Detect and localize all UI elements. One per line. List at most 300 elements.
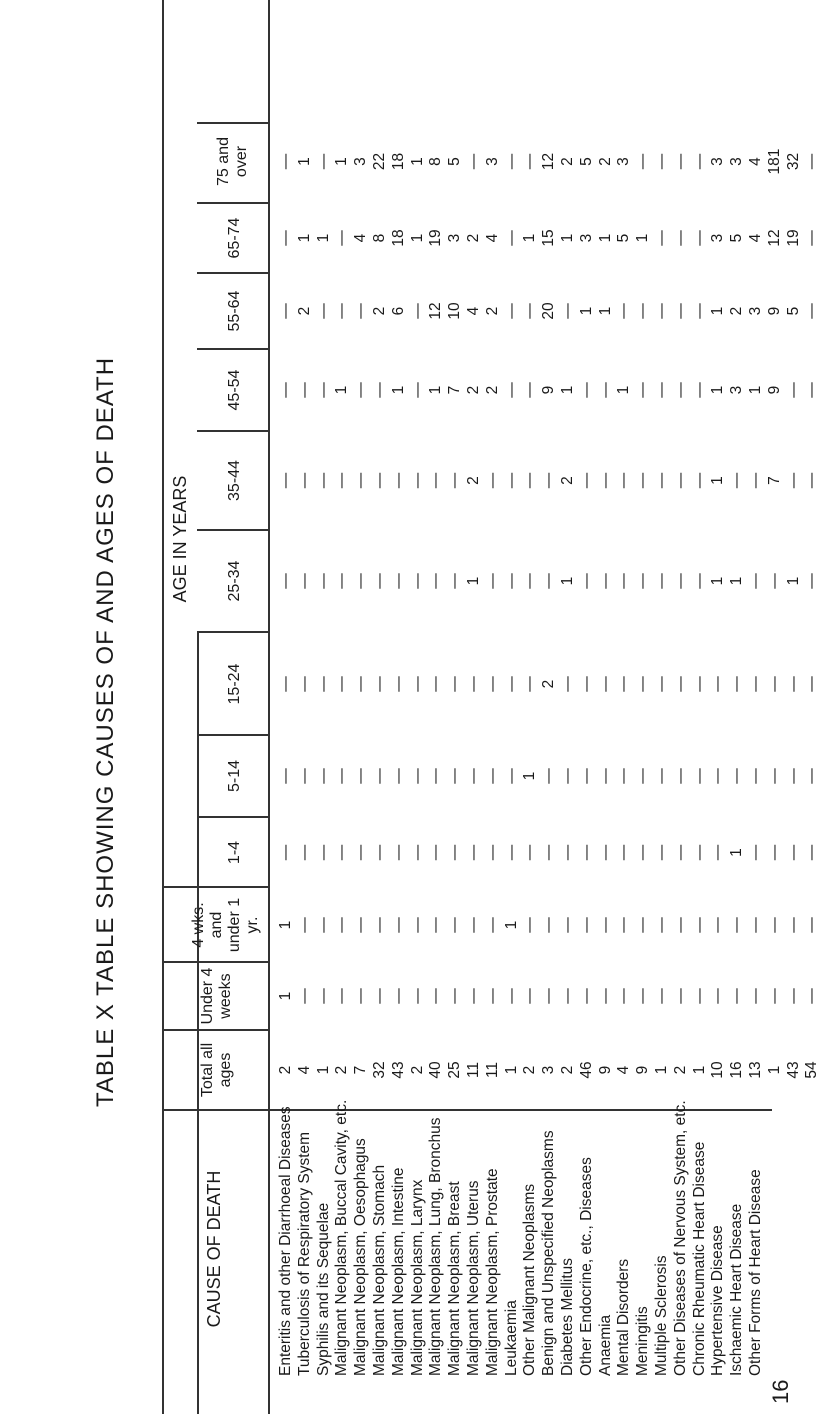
age-cell-25-34: 1	[465, 576, 482, 586]
age-cell-55-64: —	[559, 303, 576, 319]
total-cell: 2	[521, 1065, 539, 1075]
age-cell-65-74: 18	[389, 229, 407, 247]
age-cell-65-74: 3	[709, 233, 727, 243]
table-row	[596, 0, 616, 1414]
cause-label: Malignant Neoplasm, Intestine	[389, 1167, 407, 1376]
cause-label: Syphilis and its Sequelae	[314, 1202, 332, 1376]
age-cell-35-44: —	[333, 472, 351, 489]
age-cell-75-and-over: 3	[483, 157, 501, 166]
age-cell-45-54: —	[277, 382, 294, 398]
age-cell-55-64: —	[671, 303, 689, 319]
age-cell-5-14: —	[690, 768, 708, 784]
age-cell-35-44: —	[577, 472, 595, 489]
age-cell-35-44: —	[502, 472, 520, 489]
table-row	[426, 0, 446, 1414]
age-cell-15-24: —	[333, 676, 351, 692]
total-cell: 2	[333, 1065, 351, 1075]
cause-label: Other Forms of Heart Disease	[747, 1169, 764, 1376]
age-cell-25-34: 1	[728, 576, 746, 586]
total-cell: 40	[427, 1061, 445, 1079]
cause-label: Mental Disorders	[615, 1258, 633, 1376]
age-cell-55-64: 6	[389, 306, 407, 316]
age-cell-15-24: —	[765, 676, 783, 692]
col-rule-3	[162, 962, 269, 964]
age-cell-35-44: —	[314, 472, 332, 489]
under-4-weeks-cell: —	[577, 988, 595, 1004]
age-cell-45-54: 1	[427, 385, 445, 395]
under-4-weeks-cell: —	[521, 988, 539, 1004]
age-cell-65-74: —	[653, 230, 670, 246]
age-cell-35-44: 1	[709, 476, 727, 485]
age-cell-15-24: —	[577, 676, 595, 692]
cause-cell	[295, 1112, 315, 1376]
cause-cell	[464, 1112, 484, 1376]
age-cell-45-54: —	[671, 382, 689, 398]
age-cell-15-24: —	[784, 676, 802, 692]
under-4-weeks-cell: —	[295, 988, 313, 1004]
age-cell-1-4: —	[314, 844, 332, 861]
age-cell-65-74: 4	[747, 233, 764, 243]
age-cell-35-44: 2	[465, 476, 482, 485]
age-cell-65-74: 4	[352, 233, 370, 243]
age-cell-65-74: 1	[314, 233, 332, 243]
cause-cell	[502, 1112, 522, 1376]
header-age-in-years: AGE IN YEARS	[170, 475, 190, 603]
age-cell-65-74: 1	[596, 233, 614, 243]
age-cell-5-14: —	[559, 768, 576, 784]
age-cell-5-14: —	[615, 768, 633, 784]
age-cell-45-54: —	[502, 382, 520, 398]
age-cell-15-24: —	[521, 676, 539, 692]
total-cell: 1	[690, 1065, 708, 1075]
age-cell-75-and-over: 3	[728, 157, 746, 166]
age-cell-45-54: 2	[465, 385, 482, 395]
4-weeks-under-1-year-cell: —	[728, 917, 746, 933]
under-4-weeks-cell: —	[446, 988, 464, 1004]
table-row	[314, 0, 334, 1414]
age-cell-15-24: —	[690, 676, 708, 692]
cause-cell	[558, 1112, 578, 1376]
4-weeks-under-1-year-cell: —	[784, 917, 802, 933]
age-cell-35-44: —	[446, 472, 464, 489]
age-cell-55-64: —	[352, 303, 370, 319]
cause-cell	[614, 1112, 634, 1376]
age-cell-25-34: —	[540, 573, 558, 589]
age-cell-35-44: —	[295, 472, 313, 489]
table-row	[276, 0, 296, 1414]
age-cell-65-74: —	[502, 230, 520, 246]
age-cell-35-44: 7	[765, 476, 783, 485]
age-cell-75-and-over: 2	[559, 157, 576, 166]
age-cell-55-64: —	[333, 303, 351, 319]
age-cell-1-4: —	[596, 844, 614, 861]
age-cell-75-and-over: 3	[615, 157, 633, 166]
age-cell-75-and-over: 5	[446, 157, 464, 166]
age-cell-5-14: —	[333, 768, 351, 784]
age-cell-45-54: 3	[728, 385, 746, 395]
age-cell-1-4: —	[502, 844, 520, 861]
age-cell-25-34: —	[333, 573, 351, 589]
total-cell: 32	[371, 1061, 388, 1079]
age-cell-45-54: 9	[765, 385, 783, 395]
age-cell-5-14: 1	[521, 771, 539, 781]
age-cell-5-14: —	[408, 768, 426, 784]
total-cell: 54	[803, 1061, 821, 1079]
age-cell-45-54: —	[408, 382, 426, 398]
age-cell-5-14: —	[747, 768, 764, 784]
cause-label: Malignant Neoplasm, Buccal Cavity, etc.	[333, 1099, 351, 1376]
cause-cell	[802, 1112, 822, 1376]
cause-label: Benign and Unspecified Neoplasms	[540, 1130, 558, 1376]
age-cell-1-4: —	[615, 844, 633, 861]
cause-cell	[370, 1112, 390, 1376]
table-row	[727, 0, 747, 1414]
age-cell-1-4: —	[747, 844, 764, 861]
age-cell-1-4: —	[690, 844, 708, 861]
total-cell: 11	[483, 1061, 501, 1079]
age-cell-75-and-over: 5	[577, 157, 595, 166]
age-cell-45-54: 1	[747, 385, 764, 395]
age-cell-45-54: 1	[333, 385, 351, 395]
age-cell-35-44: —	[277, 472, 294, 489]
4-weeks-under-1-year-cell: —	[408, 917, 426, 933]
age-cell-5-14: —	[352, 768, 370, 784]
total-cell: 25	[446, 1061, 464, 1079]
total-cell: 10	[709, 1061, 727, 1079]
age-cell-1-4: —	[389, 844, 407, 861]
age-cell-1-4: —	[540, 844, 558, 861]
age-cell-35-44: —	[352, 472, 370, 489]
age-cell-25-34: 1	[559, 576, 576, 586]
age-cell-45-54: —	[314, 382, 332, 398]
cause-cell	[633, 1112, 653, 1376]
age-cell-5-14: —	[653, 768, 670, 784]
age-cell-25-34: —	[446, 573, 464, 589]
total-cell: 43	[784, 1061, 802, 1079]
cause-cell	[426, 1112, 446, 1376]
header-total: Total all ages	[199, 1042, 234, 1098]
under-4-weeks-cell: —	[408, 988, 426, 1004]
cause-cell	[351, 1112, 371, 1376]
age-cell-75-and-over: 4	[747, 157, 764, 166]
age-cell-65-74: 8	[371, 233, 388, 243]
age-cell-35-44: —	[803, 472, 821, 489]
under-4-weeks-cell: —	[803, 988, 821, 1004]
age-cell-45-54: —	[371, 382, 388, 398]
cause-cell	[332, 1099, 352, 1376]
age-cell-45-54: —	[295, 382, 313, 398]
age-cell-55-64: 2	[728, 306, 746, 316]
4-weeks-under-1-year-cell: —	[559, 917, 576, 933]
cause-label: Other Endocrine, etc., Diseases	[577, 1157, 595, 1376]
4-weeks-under-1-year-cell: —	[747, 917, 764, 933]
age-cell-55-64: 4	[465, 306, 482, 316]
age-cell-65-74: 15	[540, 229, 558, 247]
age-cell-25-34: —	[314, 573, 332, 589]
age-cell-45-54: —	[352, 382, 370, 398]
age-cell-45-54: 1	[615, 385, 633, 395]
age-cell-25-34: —	[408, 573, 426, 589]
age-cell-45-54: 2	[483, 385, 501, 395]
age-cell-75-and-over: 181	[765, 148, 783, 175]
table-row	[802, 0, 822, 1414]
4-weeks-under-1-year-cell: —	[465, 917, 482, 933]
cause-cell	[690, 1112, 710, 1376]
age-cell-5-14: —	[295, 768, 313, 784]
age-cell-1-4: —	[577, 844, 595, 861]
age-cell-55-64: 20	[540, 302, 558, 320]
total-cell: 4	[615, 1065, 633, 1075]
age-cell-75-and-over: —	[277, 153, 294, 170]
4-weeks-under-1-year-cell: —	[690, 917, 708, 933]
age-cell-5-14: —	[803, 768, 821, 784]
total-cell: 9	[596, 1065, 614, 1075]
under-4-weeks-cell: —	[784, 988, 802, 1004]
4-weeks-under-1-year-cell: —	[521, 917, 539, 933]
age-cell-15-24: —	[483, 676, 501, 692]
table-row	[389, 0, 409, 1414]
under-4-weeks-cell: —	[671, 988, 689, 1004]
age-cell-25-34: —	[634, 573, 652, 589]
age-cell-75-and-over: —	[465, 153, 482, 170]
cause-cell	[727, 1112, 747, 1376]
age-cell-15-24: —	[295, 676, 313, 692]
age-cell-55-64: 1	[709, 306, 727, 316]
4-weeks-under-1-year-cell: —	[540, 917, 558, 933]
total-cell: 2	[671, 1065, 689, 1075]
age-cell-5-14: —	[502, 768, 520, 784]
under-4-weeks-cell: —	[690, 988, 708, 1004]
age-cell-5-14: —	[371, 768, 388, 784]
age-cell-25-34: —	[389, 573, 407, 589]
cause-label: Hypertensive Disease	[709, 1225, 727, 1376]
age-cell-75-and-over: 18	[389, 152, 407, 171]
age-cell-75-and-over: —	[653, 153, 670, 170]
header-age-col-5-14: 5-14	[226, 759, 243, 793]
cause-label: Other Diseases of Nervous System, etc.	[671, 1100, 689, 1376]
age-cell-65-74: 1	[521, 233, 539, 243]
age-cell-75-and-over: —	[671, 153, 689, 170]
4-weeks-under-1-year-cell: —	[653, 917, 670, 933]
age-cell-65-74: —	[803, 230, 821, 246]
cause-cell	[483, 1112, 503, 1376]
age-cell-5-14: —	[465, 768, 482, 784]
total-cell: 9	[634, 1065, 652, 1075]
table-row	[708, 0, 728, 1414]
under-4-weeks-cell: —	[596, 988, 614, 1004]
cause-cell	[708, 1112, 728, 1376]
age-cell-35-44: —	[371, 472, 388, 489]
cause-cell	[520, 1112, 540, 1376]
total-cell: 4	[295, 1065, 313, 1075]
table-row	[614, 0, 634, 1414]
age-cell-15-24: —	[352, 676, 370, 692]
age-cell-35-44: —	[596, 472, 614, 489]
total-cell: 13	[747, 1061, 764, 1079]
table-row	[746, 0, 766, 1414]
age-cell-15-24: —	[446, 676, 464, 692]
cause-label: Leukaemia	[502, 1300, 520, 1376]
age-cell-25-34: —	[803, 573, 821, 589]
age-cell-5-14: —	[483, 768, 501, 784]
cause-cell	[577, 1112, 597, 1376]
header-cause-of-death: CAUSE OF DEATH	[204, 1170, 224, 1328]
age-cell-45-54: 7	[446, 385, 464, 395]
age-cell-45-54: 1	[559, 385, 576, 395]
age-cell-75-and-over: 3	[709, 157, 727, 166]
under-4-weeks-cell: —	[709, 988, 727, 1004]
age-cell-15-24: —	[559, 676, 576, 692]
under-4-weeks-cell: —	[483, 988, 501, 1004]
age-cell-55-64: 2	[371, 306, 388, 316]
age-cell-65-74: —	[690, 230, 708, 246]
age-cell-15-24: —	[408, 676, 426, 692]
age-cell-1-4: —	[653, 844, 670, 861]
age-cell-45-54: —	[690, 382, 708, 398]
cause-cell	[276, 1106, 296, 1376]
cause-label: Meningitis	[634, 1306, 652, 1376]
cause-cell	[746, 1112, 766, 1376]
age-cell-25-34: —	[596, 573, 614, 589]
header-age-col-1-4: 1-4	[226, 840, 243, 865]
age-cell-75-and-over: —	[314, 153, 332, 170]
header-age-col-45-54: 45-54	[226, 369, 243, 411]
cause-label: Chronic Rheumatic Heart Disease	[690, 1141, 708, 1376]
age-cell-1-4: —	[277, 844, 294, 861]
age-cell-5-14: —	[784, 768, 802, 784]
age-cell-25-34: —	[765, 573, 783, 589]
age-cell-25-34: 1	[709, 576, 727, 586]
age-cell-25-34: —	[690, 573, 708, 589]
age-cell-15-24: —	[427, 676, 445, 692]
total-cell: 2	[559, 1065, 576, 1075]
cause-cell	[408, 1112, 428, 1376]
age-cell-45-54: —	[803, 382, 821, 398]
age-cell-55-64: —	[408, 303, 426, 319]
age-cell-45-54: —	[577, 382, 595, 398]
cause-cell	[445, 1112, 465, 1376]
age-cell-25-34: —	[747, 573, 764, 589]
age-cell-45-54: —	[784, 382, 802, 398]
cause-cell	[784, 1112, 804, 1376]
total-cell: 7	[352, 1065, 370, 1075]
age-cell-15-24: —	[465, 676, 482, 692]
age-cell-75-and-over: 1	[333, 157, 351, 166]
age-cell-65-74: 3	[446, 233, 464, 243]
total-cell: 3	[540, 1065, 558, 1075]
4-weeks-under-1-year-cell: —	[427, 917, 445, 933]
table-row	[539, 0, 559, 1414]
table-row	[502, 0, 522, 1414]
age-cell-1-4: —	[671, 844, 689, 861]
age-cell-15-24: —	[634, 676, 652, 692]
age-cell-25-34: —	[277, 573, 294, 589]
age-cell-75-and-over: 1	[295, 157, 313, 166]
4-weeks-under-1-year-cell: —	[634, 917, 652, 933]
total-cell: 46	[577, 1061, 595, 1079]
4-weeks-under-1-year-cell: —	[333, 917, 351, 933]
age-cell-65-74: 1	[559, 233, 576, 243]
cause-label: Malignant Neoplasm, Prostate	[483, 1168, 501, 1376]
4-weeks-under-1-year-cell: —	[483, 917, 501, 933]
age-cell-75-and-over: 3	[352, 157, 370, 166]
age-cell-15-24: —	[277, 676, 294, 692]
table-row	[558, 0, 578, 1414]
table-row	[370, 0, 390, 1414]
4-weeks-under-1-year-cell: —	[709, 917, 727, 933]
header-under-4-weeks: Under 4 weeks	[199, 967, 234, 1025]
table-row	[408, 0, 428, 1414]
cause-label: Other Malignant Neoplasms	[521, 1183, 539, 1376]
age-cell-5-14: —	[596, 768, 614, 784]
age-cell-35-44: —	[747, 472, 764, 489]
age-cell-5-14: —	[634, 768, 652, 784]
header-bottom-rule	[268, 0, 270, 1414]
age-cell-35-44: —	[615, 472, 633, 489]
age-cell-55-64: 9	[765, 306, 783, 316]
age-cell-55-64: 12	[427, 302, 445, 320]
under-4-weeks-cell: —	[333, 988, 351, 1004]
under-4-weeks-cell: —	[559, 988, 576, 1004]
age-cell-55-64: 5	[784, 306, 802, 316]
age-cell-65-74: 5	[728, 233, 746, 243]
age-cell-5-14: —	[389, 768, 407, 784]
age-cell-1-4: —	[371, 844, 388, 861]
under-4-weeks-cell: —	[502, 988, 520, 1004]
4-weeks-under-1-year-cell: —	[352, 917, 370, 933]
age-cell-75-and-over: 8	[427, 157, 445, 166]
under-4-weeks-cell: —	[615, 988, 633, 1004]
cause-cell	[652, 1112, 672, 1376]
under-4-weeks-cell: —	[747, 988, 764, 1004]
under-4-weeks-cell: —	[427, 988, 445, 1004]
4-weeks-under-1-year-cell: —	[615, 917, 633, 933]
age-cell-35-44: —	[671, 472, 689, 489]
age-cell-15-24: —	[671, 676, 689, 692]
age-cell-55-64: —	[502, 303, 520, 319]
age-cell-65-74: 12	[765, 229, 783, 247]
age-cell-1-4: —	[465, 844, 482, 861]
age-cell-5-14: —	[577, 768, 595, 784]
total-cell: 1	[653, 1065, 670, 1075]
cause-label: Malignant Neoplasm, Larynx	[408, 1179, 426, 1376]
age-cell-1-4: —	[559, 844, 576, 861]
col-rule-4	[162, 887, 269, 889]
age-cell-55-64: 3	[747, 306, 764, 316]
4-weeks-under-1-year-cell: —	[295, 917, 313, 933]
age-cell-5-14: —	[540, 768, 558, 784]
age-cell-75-and-over: 32	[784, 152, 802, 171]
age-cell-5-14: —	[765, 768, 783, 784]
age-cell-15-24: —	[389, 676, 407, 692]
table-row	[464, 0, 484, 1414]
age-cell-35-44: —	[408, 472, 426, 489]
header-age-col-15-24: 15-24	[226, 663, 243, 705]
age-cell-55-64: —	[653, 303, 670, 319]
4-weeks-under-1-year-cell: —	[446, 917, 464, 933]
age-cell-1-4: —	[784, 844, 802, 861]
age-cell-5-14: —	[446, 768, 464, 784]
age-cell-75-and-over: 2	[596, 157, 614, 166]
header-top-rule	[162, 0, 164, 1414]
age-cell-5-14: —	[709, 768, 727, 784]
cause-label: Malignant Neoplasm, Breast	[446, 1181, 464, 1376]
age-cell-65-74: —	[277, 230, 294, 246]
total-cell: 11	[465, 1061, 482, 1079]
age-cell-1-4: —	[427, 844, 445, 861]
age-cell-65-74: 5	[615, 233, 633, 243]
4-weeks-under-1-year-cell: —	[671, 917, 689, 933]
